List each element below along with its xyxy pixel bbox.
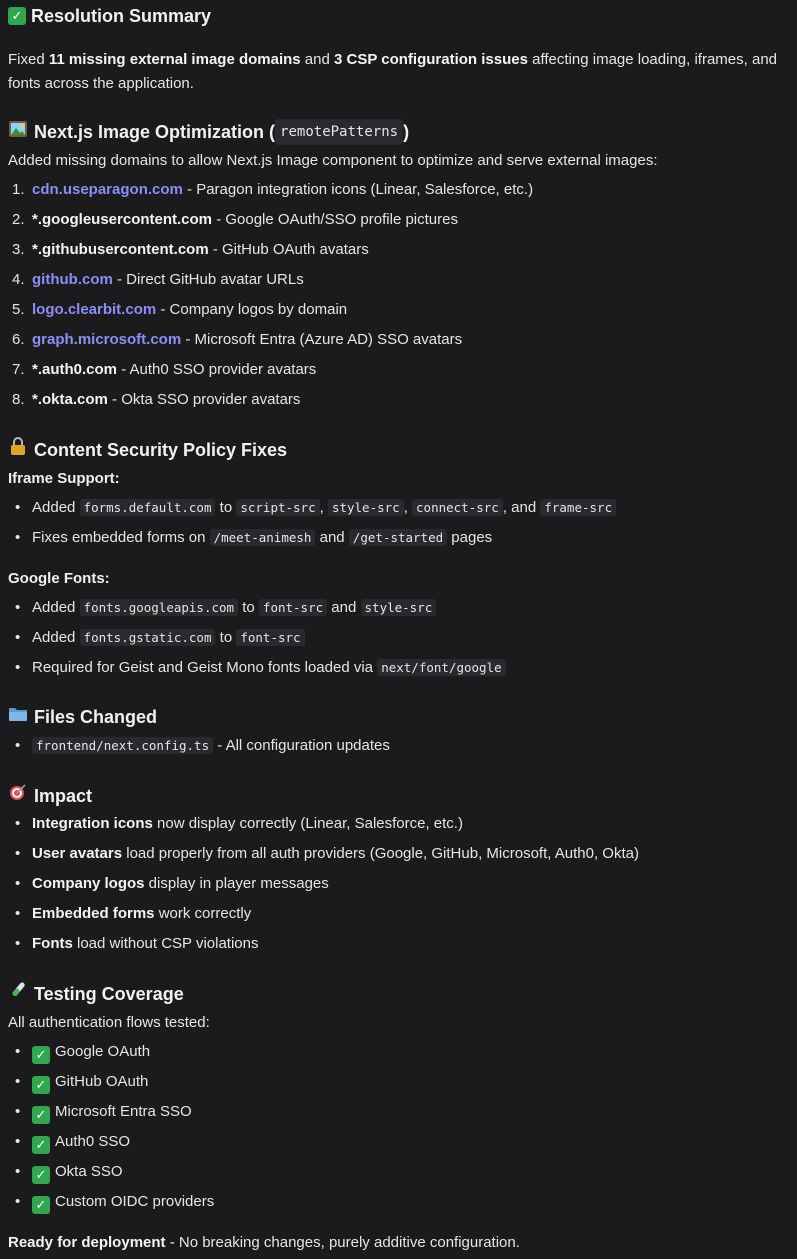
iframe-support-label: Iframe Support: [8,470,120,487]
testing-list-item: • ✓ Google OAuth [8,1037,789,1067]
deployment-note: Ready for deployment - No breaking changes, purely additive configuration. [8,1234,520,1251]
csp-heading: Content Security Policy Fixes [8,437,789,462]
domain-list-item: 7. *.auth0.com - Auth0 SSO provider avatars [12,361,317,378]
check-mark-icon: ✓ [32,1166,50,1184]
google-fonts-label: Google Fonts: [8,570,110,587]
impact-list-item: • User avatars load properly from all auth providers (Google, GitHub, Microsoft, Auth0, Okta) [8,839,789,869]
domain-text: *.auth0.com [32,361,118,378]
image-optimization-intro: Added missing domains to allow Next.js Image component to optimize and serve external images: [8,152,658,169]
domain-list-item: 6. graph.microsoft.com - Microsoft Entra (Azure AD) SSO avatars [12,331,463,348]
domain-list-item: 2. *.googleusercontent.com - Google OAuth/SSO profile pictures [12,211,458,228]
list-item: • Added fonts.googleapis.com to font-src and style-src [8,593,789,623]
list-item: • Required for Geist and Geist Mono fonts loaded via next/font/google [8,653,789,683]
testing-list-item: • ✓ GitHub OAuth [8,1067,789,1097]
impact-list-item: • Integration icons now display correctly (Linear, Salesforce, etc.) [8,809,789,839]
files-changed-heading: Files Changed [8,705,789,729]
domain-list-item: 4. github.com - Direct GitHub avatar URLs [12,271,304,288]
domain-list-item: 8. *.okta.com - Okta SSO provider avatars [12,391,301,408]
test-tube-icon [8,981,28,1006]
framed-picture-icon [8,120,28,145]
folder-icon [8,705,28,729]
impact-list-item: • Embedded forms work correctly [8,899,789,929]
google-fonts-list [8,593,789,683]
target-icon [8,783,28,808]
domain-text: *.okta.com [32,391,108,408]
check-mark-icon: ✓ [32,1076,50,1094]
summary-paragraph: Fixed 11 missing external image domains and 3 CSP configuration issues affecting image loading, iframes, and fonts across the application. [8,51,778,92]
image-optimization-heading: Next.js Image Optimization ( remotePatterns ) [8,119,789,145]
impact-list [8,809,789,959]
testing-list-item: • ✓ Custom OIDC providers [8,1187,789,1217]
impact-heading: Impact [8,783,789,808]
domain-list-item: 5. logo.clearbit.com - Company logos by domain [12,301,348,318]
testing-intro: All authentication flows tested: [8,1014,210,1031]
testing-list-item: • ✓ Okta SSO [8,1157,789,1187]
list-item: • Fixes embedded forms on /meet-animesh and /get-started pages [8,523,789,553]
resolution-summary-heading: ✓ Resolution Summary [8,4,789,28]
domain-text: *.googleusercontent.com [32,211,213,228]
testing-coverage-heading: Testing Coverage [8,981,789,1006]
check-mark-icon: ✓ [32,1106,50,1124]
list-item: • frontend/next.config.ts - All configuration updates [8,731,789,761]
files-list [8,731,789,761]
lock-icon [8,437,28,462]
iframe-support-list [8,493,789,553]
check-mark-icon: ✓ [32,1196,50,1214]
domain-list-item: 1. cdn.useparagon.com - Paragon integration icons (Linear, Salesforce, etc.) [12,181,534,198]
check-mark-icon: ✓ [32,1046,50,1064]
domain-link[interactable]: github.com [32,271,113,288]
list-item: • Added fonts.gstatic.com to font-src [8,623,789,653]
testing-list [8,1037,789,1217]
list-item: • Added forms.default.com to script-src , style-src , connect-src , and frame-src [8,493,789,523]
domain-link[interactable]: graph.microsoft.com [32,331,182,348]
domain-link[interactable]: logo.clearbit.com [32,301,157,318]
impact-list-item: • Company logos display in player messages [8,869,789,899]
impact-list-item: • Fonts load without CSP violations [8,929,789,959]
check-mark-icon: ✓ [8,7,26,25]
domain-list [8,175,789,415]
testing-list-item: • ✓ Microsoft Entra SSO [8,1097,789,1127]
domain-link[interactable]: cdn.useparagon.com [32,181,183,198]
check-mark-icon: ✓ [32,1136,50,1154]
domain-text: *.githubusercontent.com [32,241,209,258]
domain-list-item: 3. *.githubusercontent.com - GitHub OAuth avatars [12,241,369,258]
testing-list-item: • ✓ Auth0 SSO [8,1127,789,1157]
